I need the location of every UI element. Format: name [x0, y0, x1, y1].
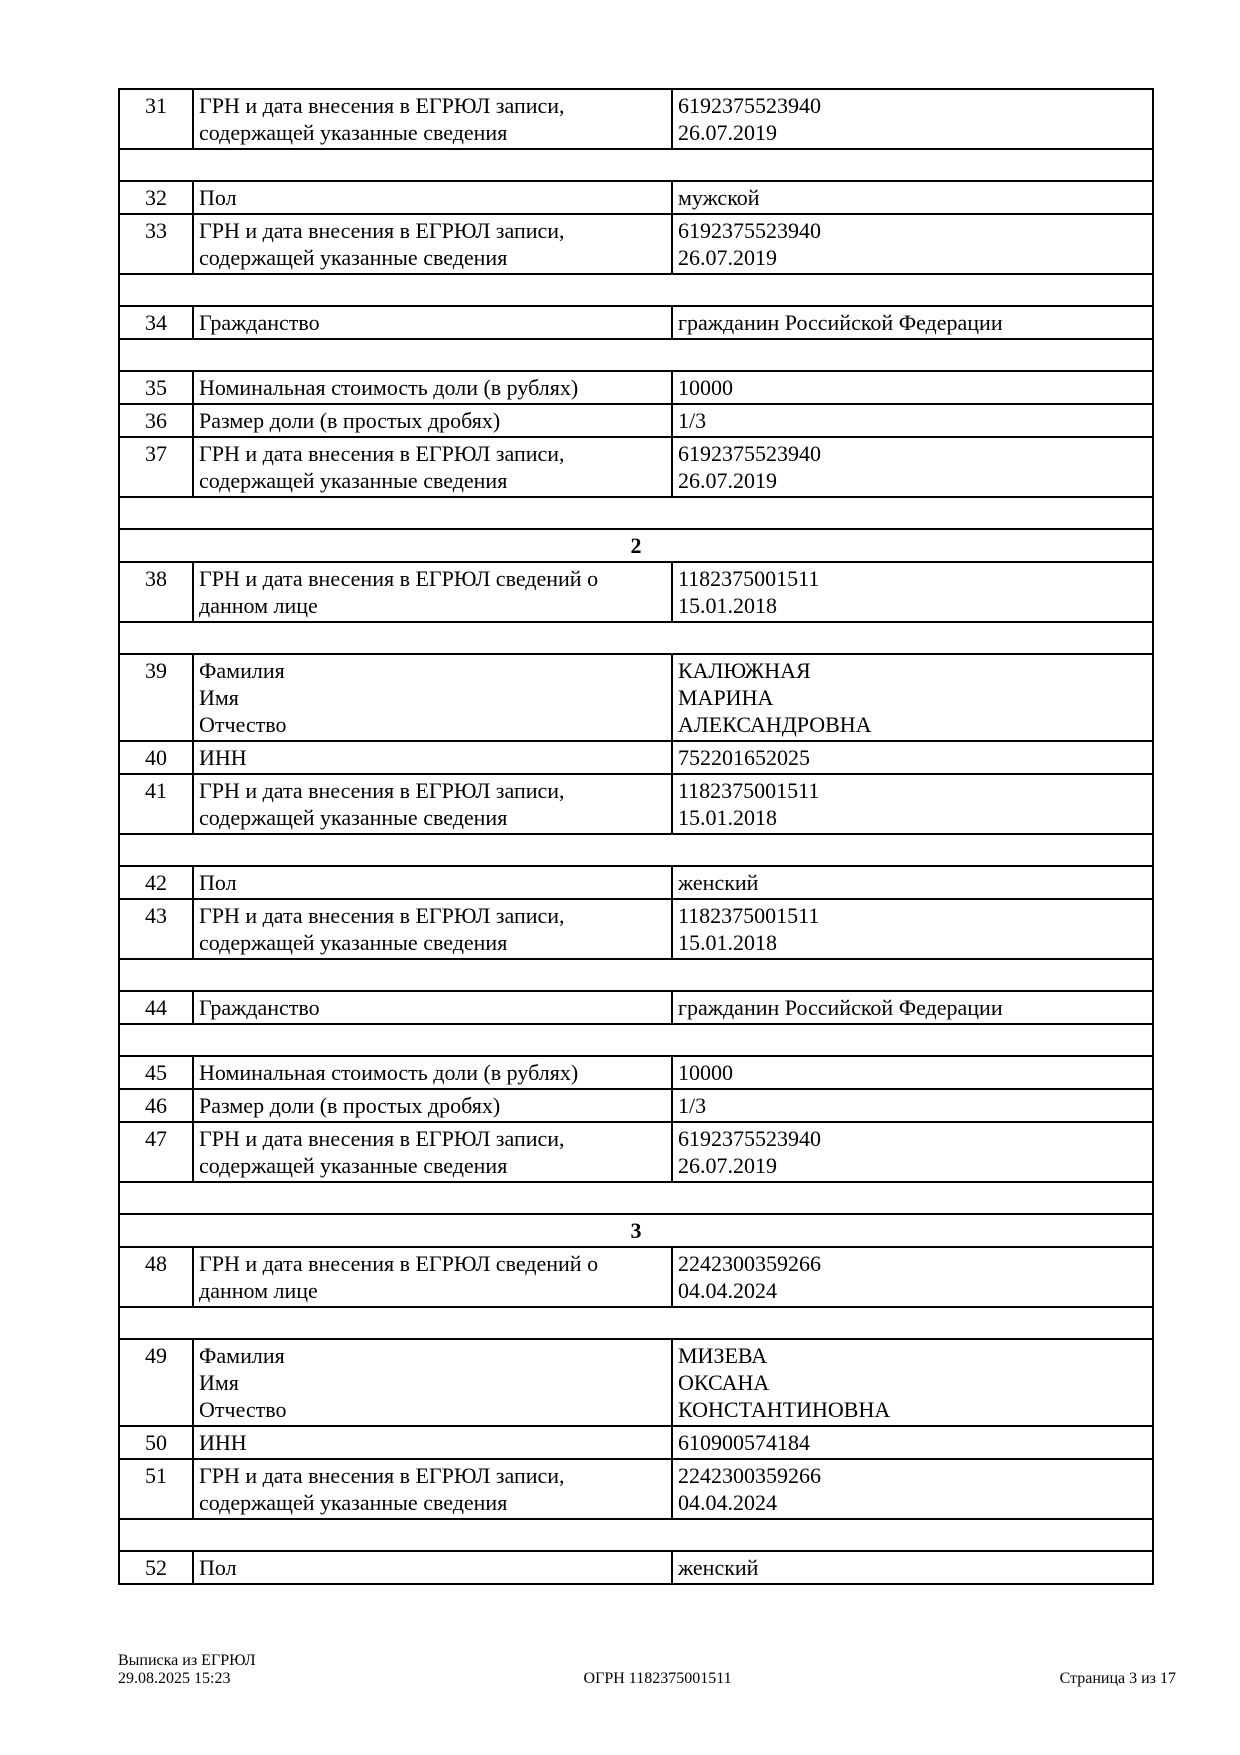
- label-line: ГРН и дата внесения в ЕГРЮЛ записи,: [199, 93, 565, 118]
- spacer-row: [119, 622, 1153, 654]
- row-number-cell: 40: [119, 741, 193, 774]
- row-label-cell: [193, 1551, 672, 1584]
- table-row: [119, 214, 1153, 274]
- row-label-cell: [193, 214, 672, 274]
- section-number: 2: [119, 529, 1153, 562]
- row-number-cell: 39: [119, 654, 193, 741]
- label-line: Гражданство: [199, 995, 320, 1020]
- value-line: ОКСАНА: [678, 1370, 770, 1395]
- row-number-cell: 34: [119, 306, 193, 339]
- row-number-cell: 50: [119, 1426, 193, 1459]
- value-line: 15.01.2018: [678, 805, 777, 830]
- value-line: гражданин Российской Федерации: [678, 995, 1003, 1020]
- footer-document-title: Выписка из ЕГРЮЛ: [118, 1652, 256, 1669]
- value-line: 10000: [678, 1060, 733, 1085]
- spacer-cell: [119, 1519, 1153, 1551]
- row-value-cell: [672, 1089, 1153, 1122]
- row-number-cell: 37: [119, 437, 193, 497]
- table-row: [119, 654, 1153, 741]
- label-line: содержащей указанные сведения: [199, 805, 508, 830]
- value-line: 2242300359266: [678, 1251, 821, 1276]
- label-line: содержащей указанные сведения: [199, 1153, 508, 1178]
- row-label-cell: [193, 1459, 672, 1519]
- table-row: [119, 181, 1153, 214]
- label-line: Размер доли (в простых дробях): [199, 1093, 501, 1118]
- row-label-cell: [193, 89, 672, 149]
- row-value-cell: [672, 562, 1153, 622]
- row-label-cell: [193, 741, 672, 774]
- table-row: [119, 1056, 1153, 1089]
- label-line: Пол: [199, 1555, 237, 1580]
- value-line: 1182375001511: [678, 566, 820, 591]
- row-number-cell: 38: [119, 562, 193, 622]
- page-footer: [118, 1652, 1176, 1688]
- table-row: [119, 741, 1153, 774]
- value-line: 26.07.2019: [678, 245, 777, 270]
- row-label-cell: [193, 437, 672, 497]
- spacer-row: [119, 959, 1153, 991]
- spacer-row: [119, 497, 1153, 529]
- table-row: [119, 1122, 1153, 1182]
- label-line: Размер доли (в простых дробях): [199, 408, 501, 433]
- row-number-cell: 41: [119, 774, 193, 834]
- value-line: 6192375523940: [678, 93, 821, 118]
- spacer-cell: [119, 1182, 1153, 1214]
- section-number: 3: [119, 1214, 1153, 1247]
- row-number-cell: 42: [119, 866, 193, 899]
- value-line: АЛЕКСАНДРОВНА: [678, 712, 872, 737]
- spacer-row: [119, 274, 1153, 306]
- spacer-cell: [119, 497, 1153, 529]
- row-label-cell: [193, 404, 672, 437]
- row-number-cell: 44: [119, 991, 193, 1024]
- row-value-cell: [672, 371, 1153, 404]
- label-line: Фамилия: [199, 1343, 285, 1368]
- label-line: Гражданство: [199, 310, 320, 335]
- table-row: [119, 1089, 1153, 1122]
- row-number-cell: 47: [119, 1122, 193, 1182]
- value-line: 15.01.2018: [678, 593, 777, 618]
- row-value-cell: [672, 306, 1153, 339]
- label-line: содержащей указанные сведения: [199, 120, 508, 145]
- value-line: 26.07.2019: [678, 120, 777, 145]
- footer-ogrn: ОГРН 1182375001511: [583, 1670, 732, 1687]
- row-number-cell: 31: [119, 89, 193, 149]
- row-label-cell: [193, 181, 672, 214]
- spacer-cell: [119, 959, 1153, 991]
- label-line: данном лице: [199, 1278, 318, 1303]
- footer-datetime: 29.08.2025 15:23: [118, 1670, 231, 1687]
- spacer-row: [119, 1307, 1153, 1339]
- value-line: 6192375523940: [678, 218, 821, 243]
- value-line: 1/3: [678, 408, 707, 433]
- label-line: содержащей указанные сведения: [199, 468, 508, 493]
- row-value-cell: [672, 1056, 1153, 1089]
- value-line: женский: [678, 870, 759, 895]
- row-value-cell: [672, 89, 1153, 149]
- row-label-cell: [193, 654, 672, 741]
- label-line: ИНН: [199, 745, 247, 770]
- value-line: МАРИНА: [678, 685, 774, 710]
- row-label-cell: [193, 1247, 672, 1307]
- row-value-cell: [672, 437, 1153, 497]
- spacer-row: [119, 1024, 1153, 1056]
- row-label-cell: [193, 562, 672, 622]
- row-value-cell: [672, 1339, 1153, 1426]
- spacer-cell: [119, 339, 1153, 371]
- row-value-cell: [672, 1459, 1153, 1519]
- spacer-cell: [119, 622, 1153, 654]
- value-line: гражданин Российской Федерации: [678, 310, 1003, 335]
- value-line: 26.07.2019: [678, 1153, 777, 1178]
- value-line: 1182375001511: [678, 778, 820, 803]
- row-number-cell: 32: [119, 181, 193, 214]
- label-line: Имя: [199, 1370, 239, 1395]
- label-line: ГРН и дата внесения в ЕГРЮЛ записи,: [199, 778, 565, 803]
- table-row: [119, 866, 1153, 899]
- value-line: 15.01.2018: [678, 930, 777, 955]
- spacer-cell: [119, 834, 1153, 866]
- table-row: [119, 562, 1153, 622]
- value-line: КОНСТАНТИНОВНА: [678, 1397, 891, 1422]
- row-label-cell: [193, 866, 672, 899]
- label-line: содержащей указанные сведения: [199, 930, 508, 955]
- table-row: [119, 371, 1153, 404]
- spacer-cell: [119, 1307, 1153, 1339]
- label-line: содержащей указанные сведения: [199, 245, 508, 270]
- label-line: ГРН и дата внесения в ЕГРЮЛ сведений о: [199, 1251, 599, 1276]
- table-row: [119, 1459, 1153, 1519]
- value-line: женский: [678, 1555, 759, 1580]
- label-line: ГРН и дата внесения в ЕГРЮЛ записи,: [199, 441, 565, 466]
- label-line: Фамилия: [199, 658, 285, 683]
- label-line: ИНН: [199, 1430, 247, 1455]
- row-value-cell: [672, 654, 1153, 741]
- value-line: 610900574184: [678, 1430, 810, 1455]
- value-line: 04.04.2024: [678, 1278, 777, 1303]
- spacer-cell: [119, 149, 1153, 181]
- footer-page-number: Страница 3 из 17: [1059, 1670, 1176, 1687]
- value-line: 6192375523940: [678, 1126, 821, 1151]
- label-line: данном лице: [199, 593, 318, 618]
- row-label-cell: [193, 774, 672, 834]
- table-row: [119, 991, 1153, 1024]
- row-number-cell: 43: [119, 899, 193, 959]
- row-value-cell: [672, 991, 1153, 1024]
- row-number-cell: 46: [119, 1089, 193, 1122]
- row-value-cell: [672, 774, 1153, 834]
- row-value-cell: [672, 181, 1153, 214]
- row-value-cell: [672, 404, 1153, 437]
- value-line: КАЛЮЖНАЯ: [678, 658, 811, 683]
- row-value-cell: [672, 899, 1153, 959]
- value-line: 04.04.2024: [678, 1490, 777, 1515]
- row-value-cell: [672, 866, 1153, 899]
- row-number-cell: 49: [119, 1339, 193, 1426]
- spacer-row: [119, 1182, 1153, 1214]
- row-label-cell: [193, 371, 672, 404]
- row-value-cell: [672, 1122, 1153, 1182]
- table-row: [119, 899, 1153, 959]
- row-value-cell: [672, 1247, 1153, 1307]
- section-header-row: [119, 529, 1153, 562]
- row-number-cell: 52: [119, 1551, 193, 1584]
- row-label-cell: [193, 1122, 672, 1182]
- egrul-table: [118, 88, 1154, 1585]
- row-value-cell: [672, 741, 1153, 774]
- row-label-cell: [193, 1339, 672, 1426]
- value-line: МИЗЕВА: [678, 1343, 768, 1368]
- spacer-cell: [119, 1024, 1153, 1056]
- value-line: 2242300359266: [678, 1463, 821, 1488]
- row-number-cell: 36: [119, 404, 193, 437]
- table-row: [119, 437, 1153, 497]
- row-number-cell: 35: [119, 371, 193, 404]
- row-number-cell: 51: [119, 1459, 193, 1519]
- spacer-row: [119, 149, 1153, 181]
- table-row: [119, 1551, 1153, 1584]
- table-row: [119, 306, 1153, 339]
- value-line: 1182375001511: [678, 903, 820, 928]
- row-number-cell: 45: [119, 1056, 193, 1089]
- row-label-cell: [193, 991, 672, 1024]
- table-row: [119, 404, 1153, 437]
- label-line: ГРН и дата внесения в ЕГРЮЛ записи,: [199, 218, 565, 243]
- row-label-cell: [193, 1056, 672, 1089]
- label-line: Номинальная стоимость доли (в рублях): [199, 375, 579, 400]
- spacer-row: [119, 834, 1153, 866]
- row-number-cell: 33: [119, 214, 193, 274]
- row-value-cell: [672, 214, 1153, 274]
- table-row: [119, 1247, 1153, 1307]
- spacer-row: [119, 1519, 1153, 1551]
- row-value-cell: [672, 1551, 1153, 1584]
- label-line: ГРН и дата внесения в ЕГРЮЛ записи,: [199, 1463, 565, 1488]
- table-row: [119, 774, 1153, 834]
- table-row: [119, 89, 1153, 149]
- value-line: 1/3: [678, 1093, 707, 1118]
- row-number-cell: 48: [119, 1247, 193, 1307]
- spacer-cell: [119, 274, 1153, 306]
- label-line: ГРН и дата внесения в ЕГРЮЛ сведений о: [199, 566, 599, 591]
- footer-left: [118, 1652, 256, 1688]
- label-line: Отчество: [199, 1397, 287, 1422]
- value-line: мужской: [678, 185, 760, 210]
- egrul-table-body: [119, 89, 1153, 1584]
- spacer-row: [119, 339, 1153, 371]
- row-label-cell: [193, 899, 672, 959]
- row-label-cell: [193, 1426, 672, 1459]
- label-line: ГРН и дата внесения в ЕГРЮЛ записи,: [199, 903, 565, 928]
- row-value-cell: [672, 1426, 1153, 1459]
- section-header-row: [119, 1214, 1153, 1247]
- table-row: [119, 1426, 1153, 1459]
- label-line: Пол: [199, 185, 237, 210]
- value-line: 6192375523940: [678, 441, 821, 466]
- value-line: 752201652025: [678, 745, 810, 770]
- row-label-cell: [193, 1089, 672, 1122]
- value-line: 26.07.2019: [678, 468, 777, 493]
- label-line: Пол: [199, 870, 237, 895]
- table-row: [119, 1339, 1153, 1426]
- label-line: Имя: [199, 685, 239, 710]
- label-line: Отчество: [199, 712, 287, 737]
- label-line: Номинальная стоимость доли (в рублях): [199, 1060, 579, 1085]
- label-line: содержащей указанные сведения: [199, 1490, 508, 1515]
- row-label-cell: [193, 306, 672, 339]
- label-line: ГРН и дата внесения в ЕГРЮЛ записи,: [199, 1126, 565, 1151]
- value-line: 10000: [678, 375, 733, 400]
